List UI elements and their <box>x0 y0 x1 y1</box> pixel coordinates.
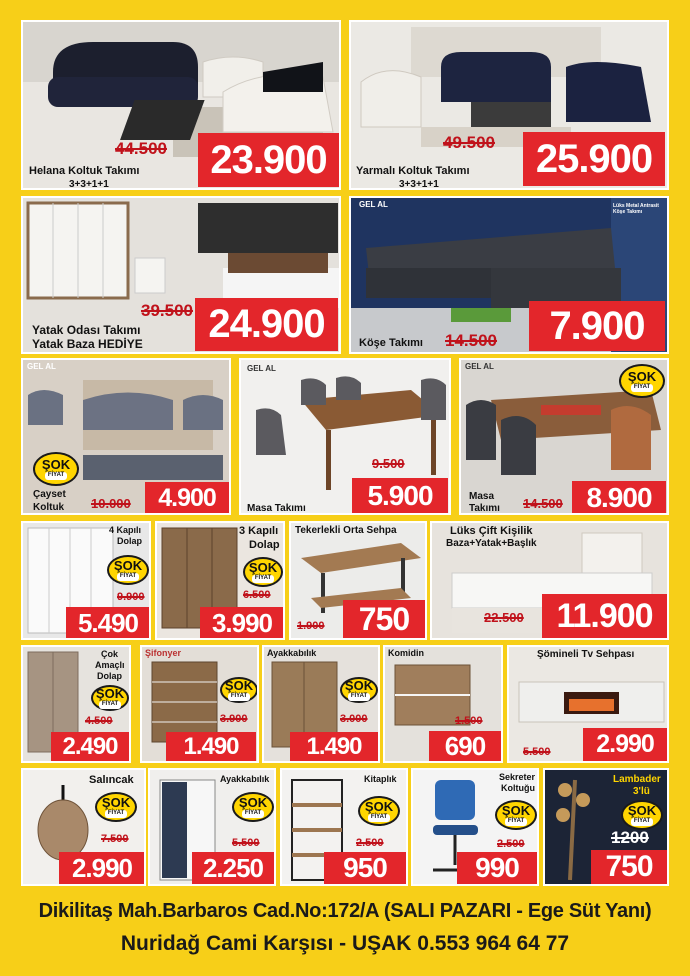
product-name: Çayset <box>33 489 66 500</box>
sale-price: 5.490 <box>66 607 150 639</box>
product-card-dolap4[interactable] <box>21 521 151 640</box>
fiyat-label: FİYAT <box>45 472 67 479</box>
fiyat-label: FİYAT <box>242 810 264 817</box>
old-price: 4.500 <box>85 715 113 727</box>
old-price: 14.500 <box>523 496 563 511</box>
product-name: Şifonyer <box>145 648 182 658</box>
sale-price: 5.900 <box>352 478 448 513</box>
old-price: 7.500 <box>101 833 129 845</box>
sok-label: ŞOK <box>238 795 268 811</box>
product-subname: Takımı <box>469 503 500 514</box>
product-card-yatak-odasi[interactable] <box>21 196 341 354</box>
sale-price: 4.900 <box>145 482 229 514</box>
sok-label: ŞOK <box>627 803 657 819</box>
sale-price: 11.900 <box>542 594 667 639</box>
old-price: 22.500 <box>484 610 524 625</box>
fiyat-label: FİYAT <box>505 818 527 825</box>
fiyat-label: FİYAT <box>228 693 250 700</box>
sok-label: ŞOK <box>501 803 531 819</box>
gel-al-tag: GEL AL <box>359 200 388 209</box>
product-card-lambader[interactable] <box>543 768 669 886</box>
sale-price: 1.490 <box>166 732 256 762</box>
product-name: Lüks Çift Kişilik <box>450 525 533 537</box>
sale-price: 1.490 <box>290 732 378 762</box>
product-card-cayset[interactable] <box>21 358 231 515</box>
sale-price: 950 <box>324 852 406 884</box>
sale-price: 750 <box>591 850 667 884</box>
old-price: 9.500 <box>372 456 405 471</box>
product-name: Yatak Odası Takımı <box>32 323 141 337</box>
fiyat-label: FİYAT <box>99 701 121 708</box>
sok-fiyat-badge <box>495 800 537 830</box>
fiyat-label: FİYAT <box>368 814 390 821</box>
address-line-1: Dikilitaş Mah.Barbaros Cad.No:172/A (SALI PAZARI - Ege Süt Yanı) <box>38 900 652 922</box>
product-subname: Dolap <box>117 536 143 546</box>
product-subname: Koltuğu <box>501 783 535 793</box>
sok-fiyat-badge <box>107 555 149 585</box>
old-price: 1.500 <box>455 715 483 727</box>
product-name: Helana Koltuk Takımı <box>29 165 140 177</box>
product-name: Köşe Takımı <box>359 337 423 349</box>
product-name: Ayakkabılık <box>220 774 270 784</box>
product-name: Komidin <box>388 648 424 658</box>
sok-label: ŞOK <box>224 678 254 694</box>
product-subname: Yatak Baza HEDİYE <box>32 337 143 351</box>
old-price: 1200 <box>611 828 649 847</box>
sale-price: 2.990 <box>583 728 667 761</box>
product-subname: Dolap <box>249 539 280 551</box>
old-price: 3.900 <box>220 713 248 725</box>
product-name: Çok <box>101 649 119 659</box>
sok-fiyat-badge <box>619 364 665 398</box>
product-name: Sekreter <box>499 772 536 782</box>
old-price: 5.500 <box>232 837 260 849</box>
old-price: 44.500 <box>115 139 167 158</box>
product-card-masa1[interactable] <box>239 358 451 515</box>
sale-price: 990 <box>457 852 537 884</box>
address-line-2: Nuridağ Cami Karşısı - UŞAK 0.553 964 64 77 <box>120 932 570 955</box>
product-subname: Baza+Yatak+Başlık <box>446 538 537 549</box>
product-subname: 3+3+1+1 <box>399 179 439 190</box>
sale-price: 25.900 <box>523 132 665 186</box>
product-name: Salıncak <box>89 774 134 786</box>
sale-price: 23.900 <box>198 133 339 187</box>
sok-label: ŞOK <box>113 558 143 574</box>
fiyat-label: FİYAT <box>348 693 370 700</box>
old-price: 5.500 <box>523 746 551 758</box>
product-card-cok-amacli[interactable] <box>21 645 131 763</box>
sok-label: ŞOK <box>95 686 125 702</box>
sale-price: 3.990 <box>200 607 284 639</box>
gel-al-tag: GEL AL <box>27 362 56 371</box>
sale-price: 750 <box>343 600 425 639</box>
gel-al-tag: GEL AL <box>465 362 494 371</box>
old-price: 49.500 <box>443 133 495 152</box>
sok-fiyat-badge <box>358 796 400 826</box>
sok-fiyat-badge <box>243 557 283 587</box>
sok-fiyat-badge <box>621 800 663 830</box>
product-name: 4 Kapılı <box>109 525 142 535</box>
sok-label: ŞOK <box>248 560 278 576</box>
product-card-sekreter[interactable] <box>411 768 539 886</box>
sale-price: 2.490 <box>51 732 129 762</box>
product-card-ayakkabilik2[interactable] <box>148 768 276 886</box>
sale-price: 690 <box>429 731 501 762</box>
sok-label: ŞOK <box>101 795 131 811</box>
product-card-luks[interactable] <box>430 521 669 640</box>
product-subname: Amaçlı <box>95 660 125 670</box>
old-price: 1.900 <box>297 620 325 632</box>
sok-fiyat-badge <box>232 792 274 822</box>
sale-price: 2.990 <box>59 852 145 884</box>
product-name: Lambader <box>613 774 661 785</box>
product-subname: 3+3+1+1 <box>69 179 109 190</box>
product-card-kitaplik[interactable] <box>280 768 408 886</box>
product-name: Masa Takımı <box>247 503 306 514</box>
kose-tag: Lüks Metal Antrasit Köşe Takımı <box>613 203 659 215</box>
sok-fiyat-badge <box>95 792 137 822</box>
sale-price: 8.900 <box>572 481 666 514</box>
product-name: Şömineli Tv Sehpası <box>537 649 635 660</box>
product-card-salincak[interactable] <box>21 768 146 886</box>
old-price: 6.500 <box>243 589 271 601</box>
product-name: Ayakkabılık <box>267 648 317 658</box>
fiyat-label: FİYAT <box>631 384 653 391</box>
sok-fiyat-badge <box>340 677 378 703</box>
sok-label: ŞOK <box>41 457 71 473</box>
product-card-ayakkabilik1[interactable] <box>262 645 380 763</box>
product-card-helana[interactable] <box>21 20 341 190</box>
old-price: 39.500 <box>141 301 193 320</box>
fiyat-label: FİYAT <box>105 810 127 817</box>
old-price: 9.900 <box>117 591 145 603</box>
product-subname: Koltuk <box>33 502 65 513</box>
product-card-dolap3[interactable] <box>155 521 285 640</box>
old-price: 3.000 <box>340 713 368 725</box>
fiyat-label: FİYAT <box>631 818 653 825</box>
product-card-somineli[interactable] <box>507 645 669 763</box>
footer-address <box>0 890 690 976</box>
product-card-komidin[interactable] <box>383 645 503 763</box>
old-price: 2.500 <box>497 838 525 850</box>
sok-fiyat-badge <box>91 685 129 711</box>
sale-price: 2.250 <box>192 852 274 884</box>
product-card-sehpa[interactable] <box>289 521 427 640</box>
product-subname-2: Dolap <box>97 671 123 681</box>
product-name: Kitaplık <box>364 774 397 784</box>
sok-label: ŞOK <box>344 678 374 694</box>
gel-al-tag: GEL AL <box>247 364 276 373</box>
old-price: 2.500 <box>356 837 384 849</box>
old-price: 10.000 <box>91 496 131 511</box>
product-name: 3 Kapılı <box>239 525 279 537</box>
sale-price: 7.900 <box>529 301 665 351</box>
product-name: Yarmalı Koltuk Takımı <box>356 165 470 177</box>
product-card-sifonyer[interactable] <box>140 645 259 763</box>
old-price: 14.500 <box>445 331 497 350</box>
product-card-masa2[interactable] <box>459 358 669 515</box>
sok-fiyat-badge <box>220 677 258 703</box>
product-name: Tekerlekli Orta Sehpa <box>295 525 397 536</box>
sale-price: 24.900 <box>195 298 338 351</box>
product-card-kose[interactable] <box>349 196 669 354</box>
sok-label: ŞOK <box>364 799 394 815</box>
fiyat-label: FİYAT <box>117 573 139 580</box>
product-subname: 3'lü <box>633 786 650 797</box>
product-card-yarmali[interactable] <box>349 20 669 190</box>
fiyat-label: FİYAT <box>252 575 274 582</box>
sok-label: ŞOK <box>627 369 657 385</box>
sok-fiyat-badge <box>33 452 79 486</box>
product-name: Masa <box>469 491 495 502</box>
